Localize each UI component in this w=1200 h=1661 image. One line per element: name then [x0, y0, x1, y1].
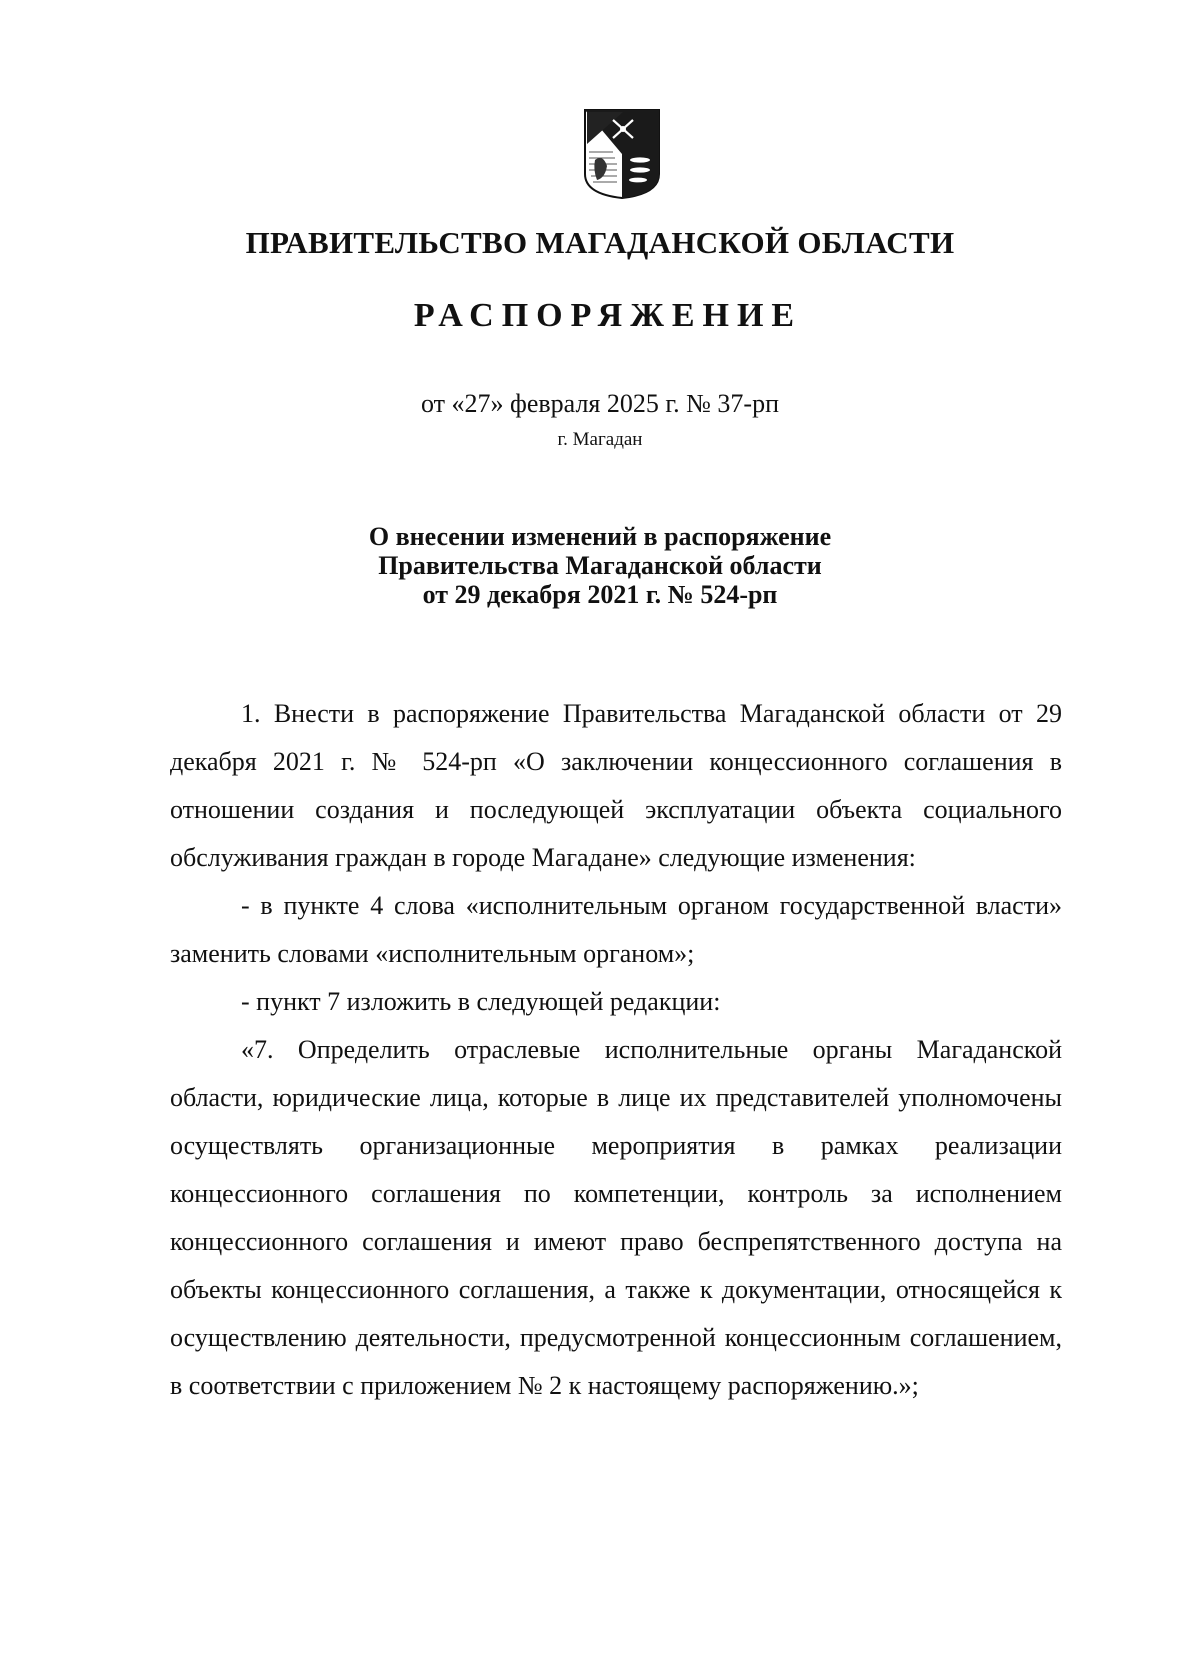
- subject-line: О внесении изменений в распоряжение: [368, 522, 832, 551]
- subject-line: от 29 декабря 2021 г. № 524-рп: [422, 580, 778, 609]
- document-type: РАСПОРЯЖЕНИЕ: [413, 297, 803, 334]
- body-paragraph: - в пункте 4 слова «исполнительным органом государственной власти» заменить словами «исполнительным органом»;: [170, 891, 1062, 968]
- body-paragraph: «7. Определить отраслевые исполнительные органы Магаданской области, юридические лица, которые в лице их представителей уполномочены осуществлять организационные мероприятия в рамках реализации концессионного соглашения по компетенции, контроль за исполнением концессионного соглашения и имеют право беспрепятственного доступа на объекты концессионного соглашения, а также к документации, относящейся к осуществлению деятельности, предусмотренной концессионным соглашением, в соответствии с приложением № 2 к настоящему распоряжению.»;: [170, 1035, 1062, 1400]
- government-name: ПРАВИТЕЛЬСТВО МАГАДАНСКОЙ ОБЛАСТИ: [245, 225, 955, 260]
- subject-line: Правительства Магаданской области: [378, 551, 822, 580]
- coat-of-arms-icon: [583, 108, 661, 200]
- document-body: [170, 690, 1062, 1410]
- body-paragraph: 1. Внести в распоряжение Правительства Магаданской области от 29 декабря 2021 г. № 524-рп «О заключении концессионного соглашения в отношении создания и последующей эксплуатации объекта социального обслуживания граждан в городе Магадане» следующие изменения:: [170, 699, 1062, 872]
- document-subject: [0, 522, 1200, 609]
- body-paragraph: - пункт 7 изложить в следующей редакции:: [241, 987, 721, 1016]
- document-city: г. Магадан: [557, 429, 643, 450]
- document-date-number: от «27» февраля 2025 г. № 37-рп: [421, 389, 779, 418]
